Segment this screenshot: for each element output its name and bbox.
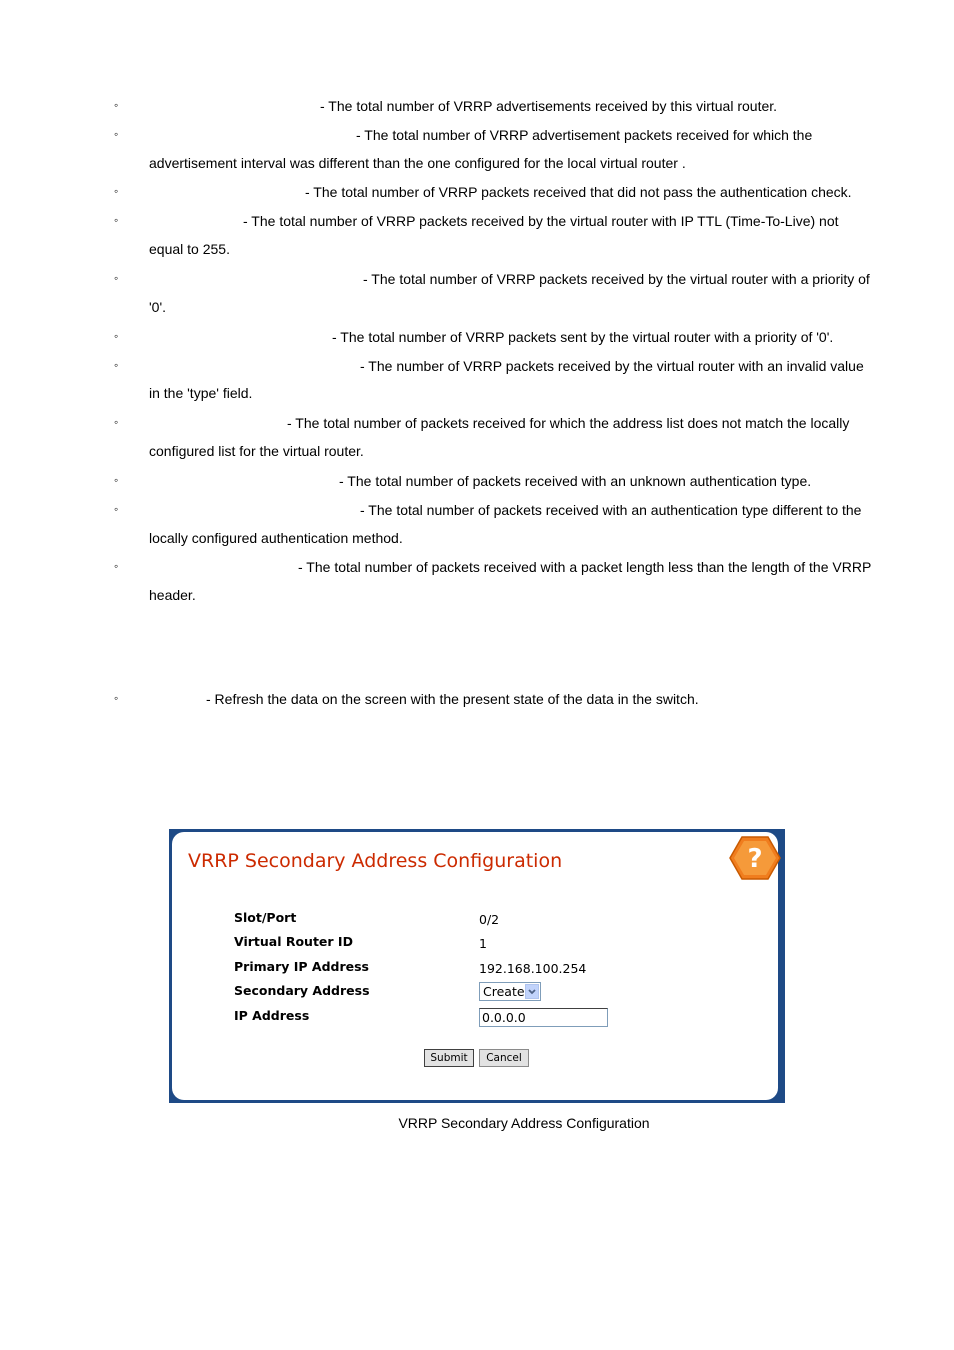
bullet-marker: ◦: [114, 559, 119, 573]
secondary-address-select[interactable]: [479, 982, 541, 1001]
bullet-text: - The total number of packets received with a packet length less than the length of the VRRP: [298, 559, 872, 575]
bullet-marker: ◦: [114, 329, 119, 343]
ip-address-label: IP Address: [234, 1008, 310, 1023]
bullet-marker: ◦: [114, 127, 119, 141]
config-panel-frame: [169, 829, 785, 1103]
bullet-text: - Refresh the data on the screen with the present state of the data in the switch.: [206, 691, 699, 707]
bullet-marker: ◦: [114, 473, 119, 487]
figure-caption-text: VRRP Secondary Address Configuration: [398, 1115, 650, 1131]
chevron-down-icon[interactable]: [525, 984, 539, 999]
cancel-button[interactable]: Cancel: [479, 1049, 529, 1067]
bullet-text: - The total number of packets received with an unknown authentication type.: [339, 473, 812, 489]
bullet-text: - The total number of VRRP packets received that did not pass the authentication check.: [305, 184, 852, 200]
figure-caption: [0, 1115, 954, 1131]
bullet-text: - The total number of VRRP packets received by the virtual router with a priority of: [363, 271, 870, 287]
virtual-router-id-label: Virtual Router ID: [234, 934, 353, 949]
bullet-marker: ◦: [114, 415, 119, 429]
bullet-text-continued: configured list for the virtual router.: [149, 443, 364, 459]
submit-button[interactable]: Submit: [424, 1049, 474, 1067]
virtual-router-id-value: 1: [479, 936, 487, 951]
slot-port-label: Slot/Port: [234, 910, 297, 925]
bullet-text: - The total number of packets received with an authentication type different to the: [360, 502, 862, 518]
slot-port-value: 0/2: [479, 912, 500, 927]
bullet-text-continued: '0'.: [149, 299, 167, 315]
ip-address-input[interactable]: 0.0.0.0: [479, 1008, 608, 1027]
bullet-text: - The total number of VRRP advertisements received by this virtual router.: [320, 98, 778, 114]
primary-ip-label: Primary IP Address: [234, 959, 369, 974]
primary-ip-value: 192.168.100.254: [479, 961, 587, 976]
config-panel: [172, 832, 778, 1100]
bullet-text: - The total number of VRRP advertisement packets received for which the: [356, 127, 813, 143]
bullet-text: - The total number of VRRP packets sent by the virtual router with a priority of '0'.: [332, 329, 834, 345]
bullet-marker: ◦: [114, 691, 119, 705]
bullet-text: - The total number of packets received for which the address list does not match the locally: [287, 415, 850, 431]
bullet-text-continued: in the 'type' field.: [149, 385, 253, 401]
secondary-address-label: Secondary Address: [234, 983, 370, 998]
bullet-text: - The number of VRRP packets received by the virtual router with an invalid value: [360, 358, 864, 374]
bullet-marker: ◦: [114, 271, 119, 285]
bullet-text-continued: locally configured authentication method.: [149, 530, 403, 546]
secondary-address-selected: Create: [483, 984, 525, 999]
bullet-marker: ◦: [114, 502, 119, 516]
bullet-marker: ◦: [114, 184, 119, 198]
bullet-marker: ◦: [114, 358, 119, 372]
bullet-text-continued: header.: [149, 587, 196, 603]
bullet-text: - The total number of VRRP packets received by the virtual router with IP TTL (Time-To-Live) not: [243, 213, 839, 229]
help-icon[interactable]: [729, 835, 781, 881]
bullet-marker: ◦: [114, 98, 119, 112]
bullet-text-continued: advertisement interval was different than the one configured for the local virtual router .: [149, 155, 686, 171]
bullet-text-continued: equal to 255.: [149, 241, 230, 257]
bullet-marker: ◦: [114, 213, 119, 227]
help-icon-glyph: ?: [747, 844, 763, 874]
panel-title: VRRP Secondary Address Configuration: [188, 850, 563, 872]
